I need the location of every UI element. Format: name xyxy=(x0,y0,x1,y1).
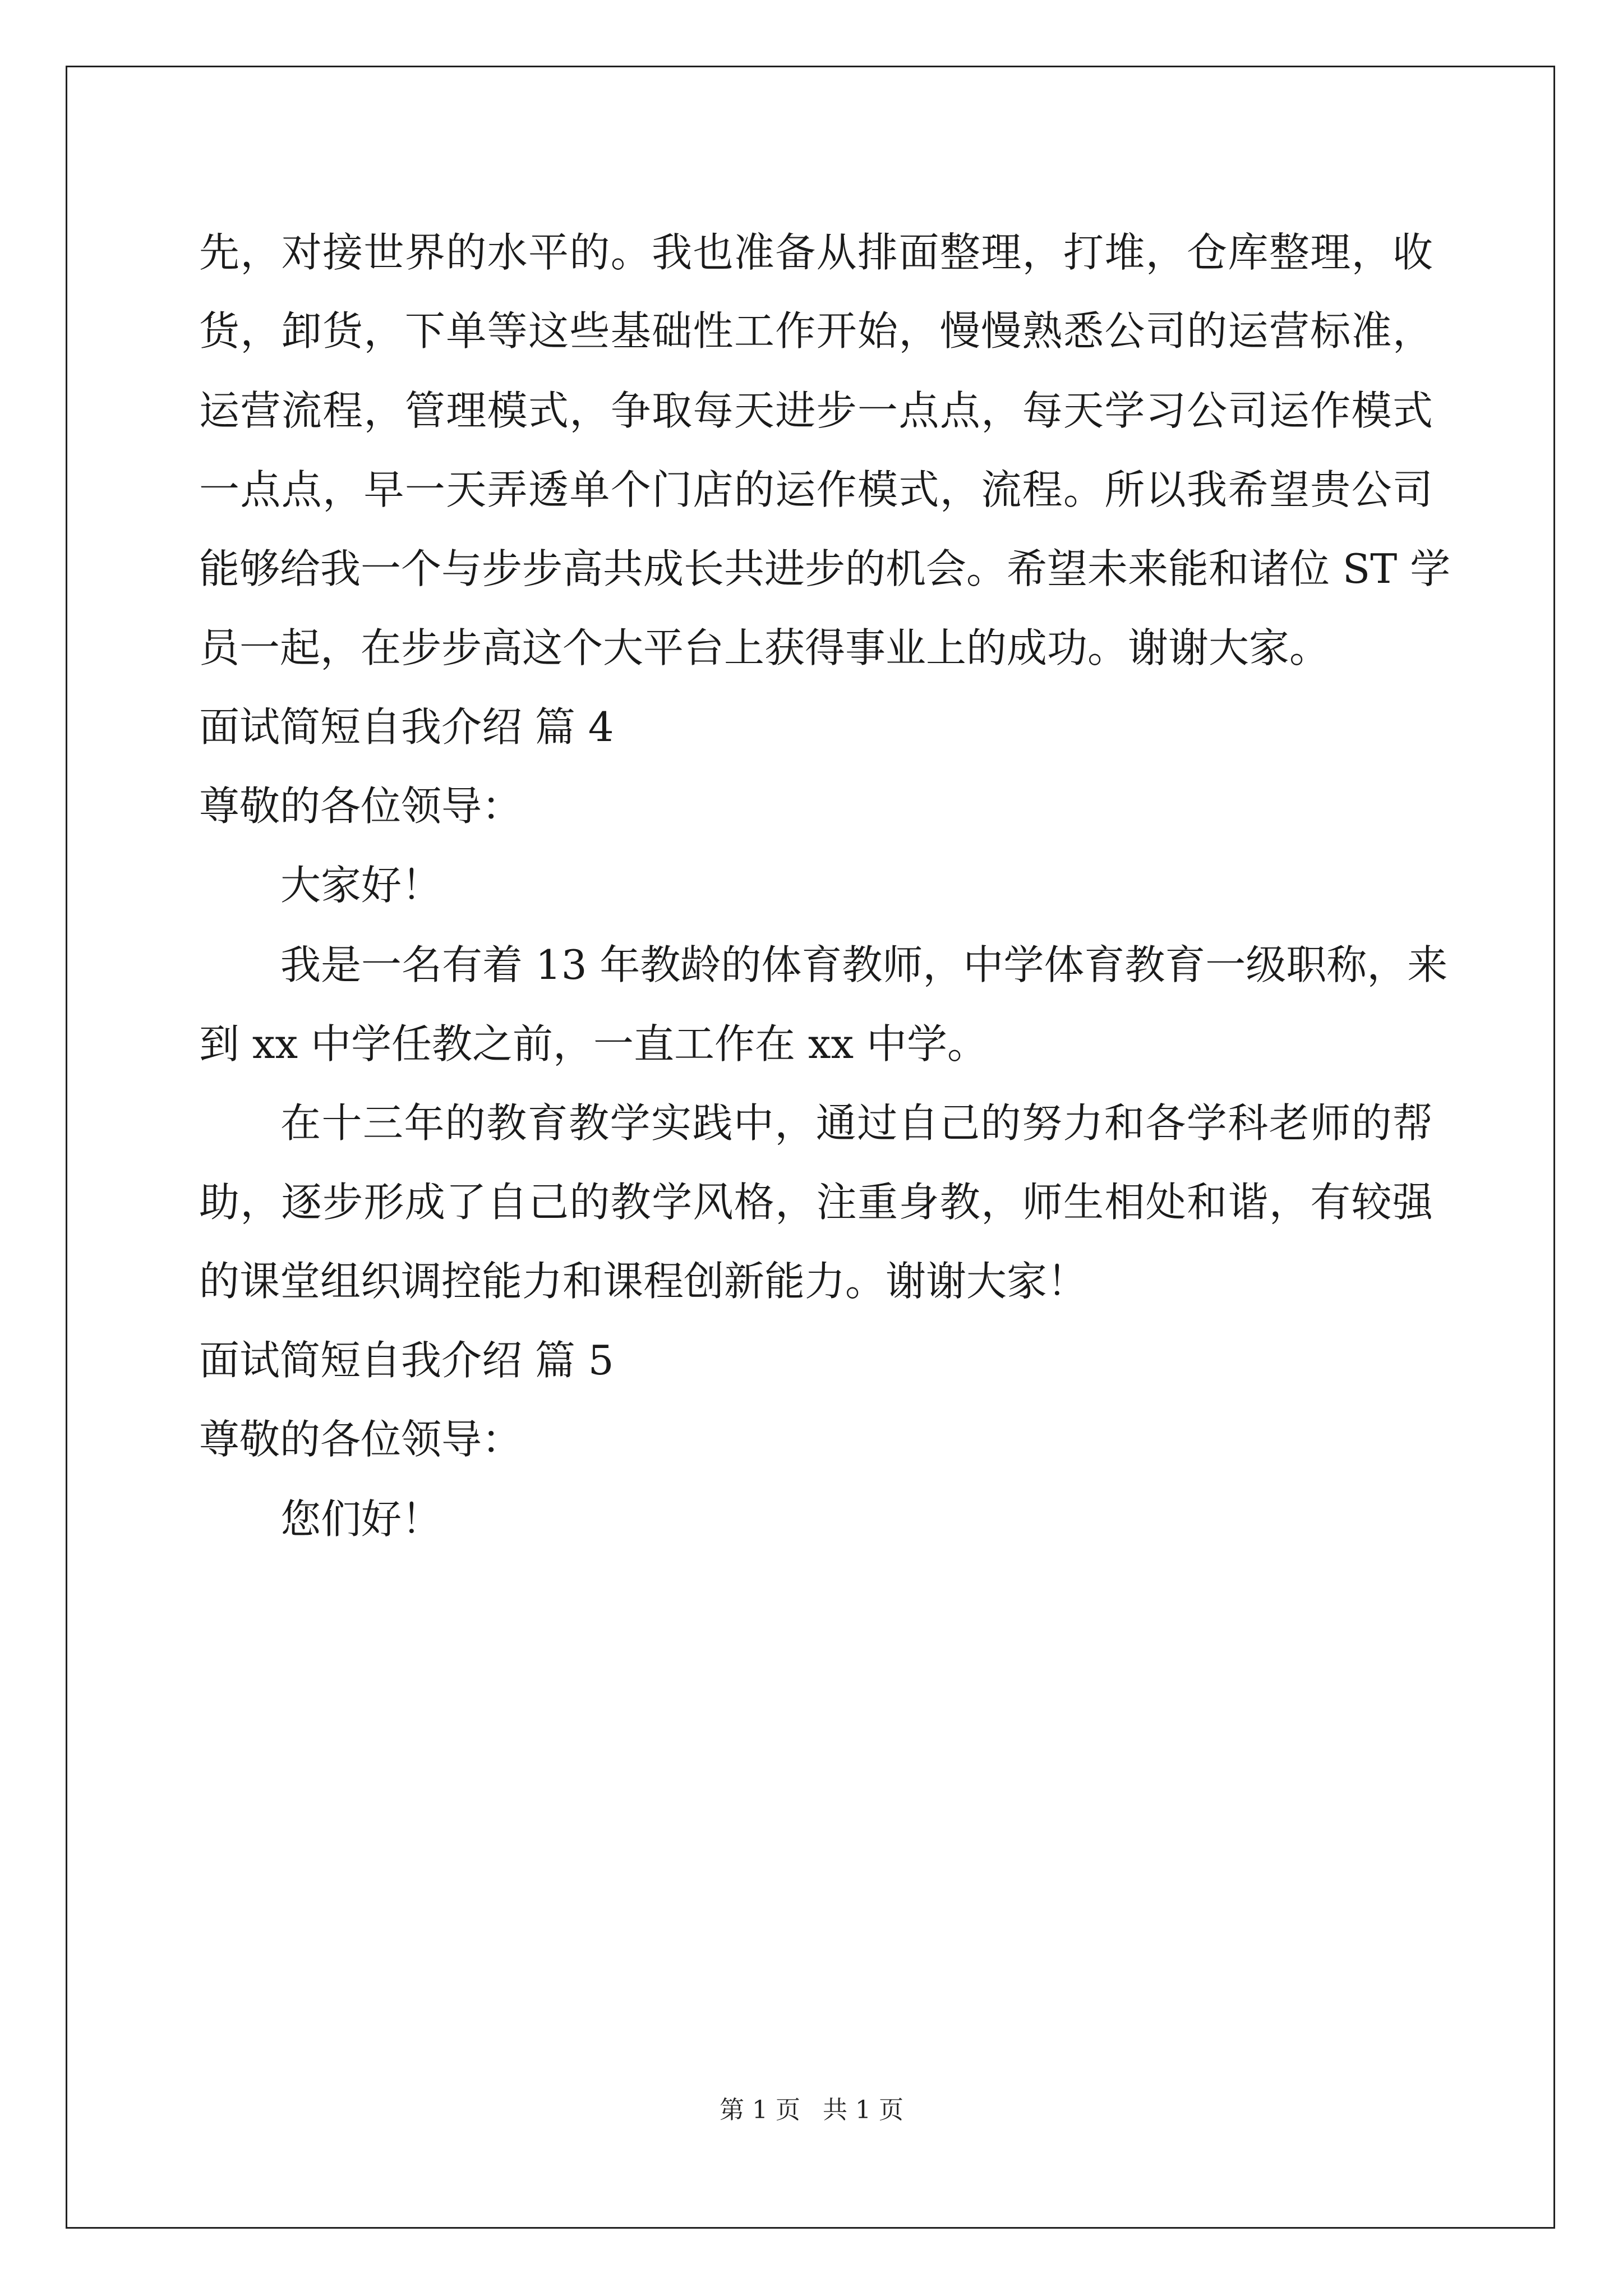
page-footer xyxy=(0,2090,1623,2125)
salutation: 尊敬的各位领导： xyxy=(199,783,523,830)
body-line-3: 运营流程，管理模式，争取每天进步一点点，每天学习公司运作模式 xyxy=(199,387,1433,434)
body-line-9: 在十三年的教育教学实践中，通过自己的努力和各学科老师的帮 xyxy=(280,1099,1433,1147)
body-line-8: 到 xx 中学任教之前，一直工作在 xx 中学。 xyxy=(199,1020,988,1068)
body-line-10: 助，逐步形成了自己的教学风格，注重身教，师生相处和谐，有较强 xyxy=(199,1179,1433,1226)
greeting: 大家好！ xyxy=(280,862,442,909)
body-line-2: 货，卸货，下单等这些基础性工作开始，慢慢熟悉公司的运营标准， xyxy=(199,307,1433,355)
body-line-5: 能够给我一个与步步高共成长共进步的机会。希望未来能和诸位 ST 学 xyxy=(199,545,1451,592)
page-total: 共 1 页 xyxy=(823,2096,903,2124)
body-line-6: 员一起，在步步高这个大平台上获得事业上的成功。谢谢大家。 xyxy=(199,624,1330,671)
salutation-2: 尊敬的各位领导： xyxy=(199,1416,523,1463)
body-line-7: 我是一名有着 13 年教龄的体育教师，中学体育教育一级职称，来 xyxy=(280,941,1448,988)
section-heading-4: 面试简短自我介绍 篇 4 xyxy=(199,703,614,751)
page-number: 第 1 页 xyxy=(720,2096,800,2124)
body-line-1: 先，对接世界的水平的。我也准备从排面整理，打堆，仓库整理，收 xyxy=(199,229,1433,276)
greeting-2: 您们好！ xyxy=(280,1496,442,1543)
section-heading-5: 面试简短自我介绍 篇 5 xyxy=(199,1337,614,1384)
body-line-11: 的课堂组织调控能力和课程创新能力。谢谢大家！ xyxy=(199,1258,1088,1305)
body-line-4: 一点点，早一天弄透单个门店的运作模式，流程。所以我希望贵公司 xyxy=(199,466,1433,513)
